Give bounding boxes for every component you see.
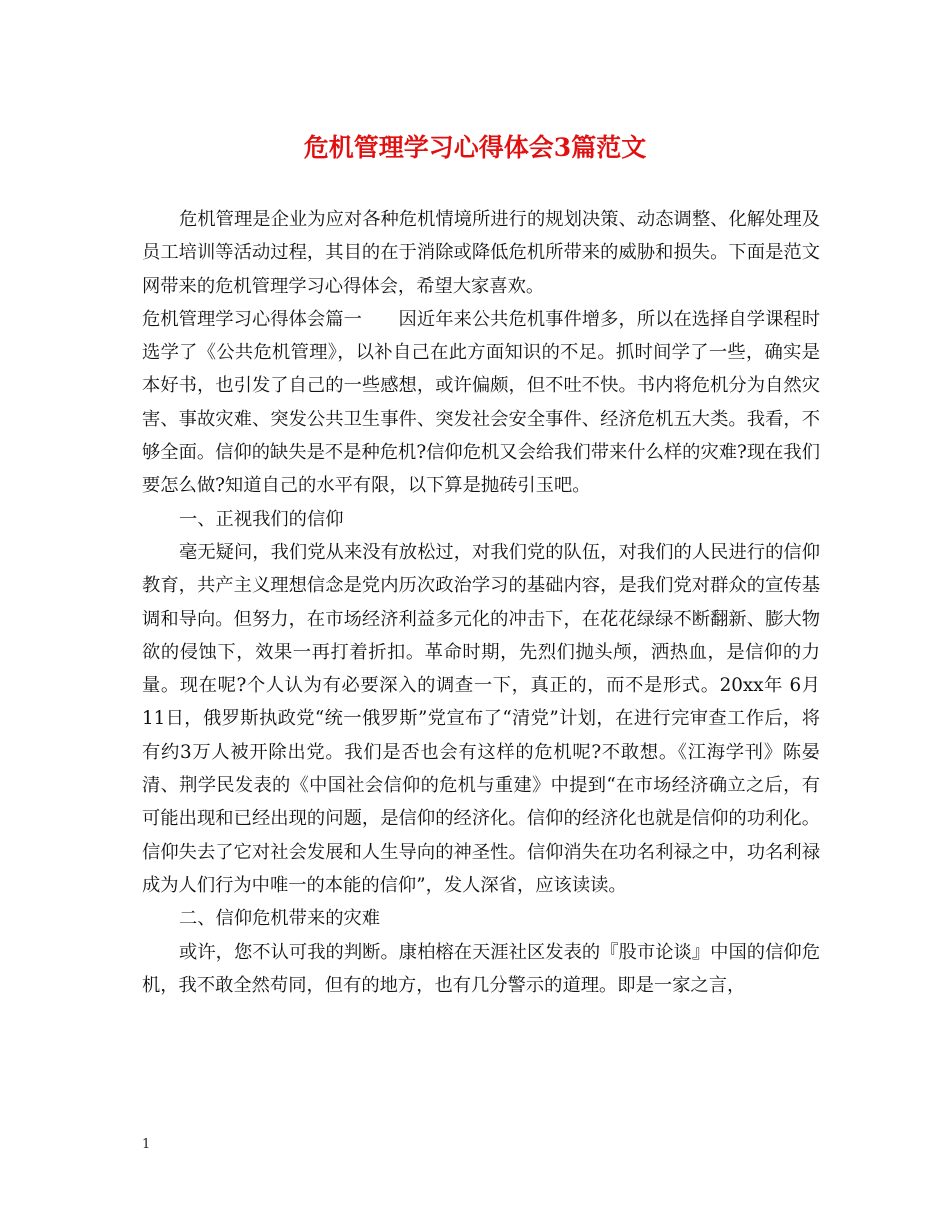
intro-paragraph: 危机管理是企业为应对各种危机情境所进行的规划决策、动态调整、化解处理及员工培训等活动过程，其目的在于消除或降低危机所带来的威胁和损失。下面是范文网带来的危机管理学习心得体会，希望大家喜欢。 bbox=[142, 209, 820, 297]
heading-face-our-faith: 一、正视我们的信仰 bbox=[179, 508, 344, 530]
page-title: 危机管理学习心得体会3篇范文 bbox=[303, 133, 647, 162]
page-number: 1 bbox=[142, 1137, 151, 1152]
document-body bbox=[142, 203, 820, 1002]
faith-education-paragraph: 毫无疑问，我们党从来没有放松过，对我们党的队伍，对我们的人民进行的信仰教育，共产主义理想信念是党内历次政治学习的基础内容，是我们党对群众的宣传基调和导向。但努力，在市场经济利益多元化的冲击下，在花花绿绿不断翻新、膨大物欲的侵蚀下，效果一再打着折扣。革命时期，先烈们抛头颅，洒热血，是信仰的力量。现在呢?个人认为有必要深入的调查一下，真正的，而不是形式。20xx年 6月11日，俄罗斯执政党“统一俄罗斯”党宣布了“清党”计划，在进行完审查工作后，将有约3万人被开除出党。我们是否也会有这样的危机呢?不敢想。《江海学刊》陈晏清、荆学民发表的《中国社会信仰的危机与重建》中提到“在市场经济确立之后，有可能出现和已经出现的问题，是信仰的经济化。信仰的经济化也就是信仰的功利化。信仰失去了它对社会发展和人生导向的神圣性。信仰消失在功名利禄之中，功名利禄成为人们行为中唯一的本能的信仰”，发人深省，应该读读。 bbox=[142, 541, 820, 896]
heading-faith-crisis-disaster: 二、信仰危机带来的灾难 bbox=[179, 908, 381, 930]
faith-crisis-paragraph: 或许，您不认可我的判断。康柏榕在天涯社区发表的『股市论谈』中国的信仰危机，我不敢全然苟同，但有的地方，也有几分警示的道理。即是一家之言， bbox=[142, 941, 820, 996]
section-one-paragraph: 危机管理学习心得体会篇一 因近年来公共危机事件增多，所以在选择自学课程时选学了《公共危机管理》，以补自己在此方面知识的不足。抓时间学了一些，确实是本好书，也引发了自己的一些感想，或许偏颇，但不吐不快。书内将危机分为自然灾害、事故灾难、突发公共卫生事件、突发社会安全事件、经济危机五大类。我看，不够全面。信仰的缺失是不是种危机?信仰危机又会给我们带来什么样的灾难?现在我们要怎么做?知道自己的水平有限，以下算是抛砖引玉吧。 bbox=[142, 308, 820, 497]
